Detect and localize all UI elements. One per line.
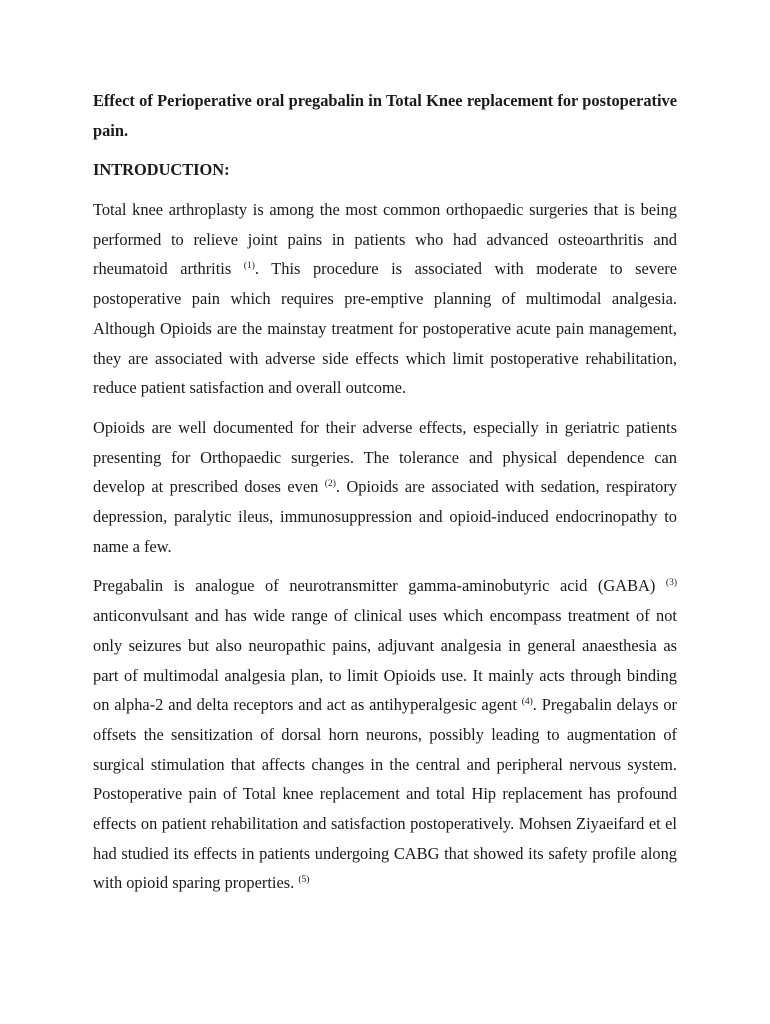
section-heading-introduction: INTRODUCTION: <box>93 160 230 179</box>
paragraph-3 <box>93 571 677 898</box>
citation-ref-3: (3) <box>665 578 677 589</box>
paragraph-text: . This procedure is associated with moderate to severe postoperative pain which requires pre-emptive planning of multimodal analgesia. Although Opioids are the mainstay treatment for postoperative acute pain management, they are associated with adverse side effects which limit postoperative rehabilitation, reduce patient satisfaction and overall outcome. <box>93 259 677 398</box>
paragraph-1 <box>93 195 677 403</box>
document-title: Effect of Perioperative oral pregabalin in Total Knee replacement for postoperative pain. <box>93 91 677 140</box>
citation-ref-4: (4) <box>521 697 533 708</box>
paragraph-text: Opioids are well documented for their adverse effects, especially in geriatric patients presenting for Orthopaedic surgeries. The tolerance and physical dependence can develop at prescribed doses even <box>93 417 677 497</box>
paragraph-text: anticonvulsant and has wide range of clinical uses which encompass treatment of not only seizures but also neuropathic pains, adjuvant analgesia in general anaesthesia as part of multimodal analgesia plan, to limit Opioids use. It mainly acts through binding on alpha-2 and delta receptors and act as antihyperalgesic agent <box>93 606 677 715</box>
paragraph-2 <box>93 413 677 562</box>
paragraph-text: . Pregabalin delays or offsets the sensitization of dorsal horn neurons, possibly leading to augmentation of surgical stimulation that affects changes in the central and peripheral nervous system. Postoperative pain of Total knee replacement and total Hip replacement has profound effects on patient rehabilitation and satisfaction postoperatively. Mohsen Ziyaeifard et el had studied its effects in patients undergoing CABG that showed its safety profile along with opioid sparing properties. <box>93 695 677 893</box>
citation-ref-2: (2) <box>324 479 336 490</box>
paragraph-text: . Opioids are associated with sedation, respiratory depression, paralytic ileus, immunosuppression and opioid-induced endocrinopathy to name a few. <box>93 477 678 556</box>
document-page <box>93 86 677 898</box>
citation-ref-1: (1) <box>243 261 255 272</box>
paragraph-text: Total knee arthroplasty is among the most common orthopaedic surgeries that is being performed to relieve joint pains in patients who had advanced osteoarthritis and rheumatoid arthritis <box>93 200 677 279</box>
citation-ref-5: (5) <box>298 875 310 886</box>
paragraph-text: Pregabalin is analogue of neurotransmitter gamma-aminobutyric acid (GABA) <box>93 576 666 596</box>
